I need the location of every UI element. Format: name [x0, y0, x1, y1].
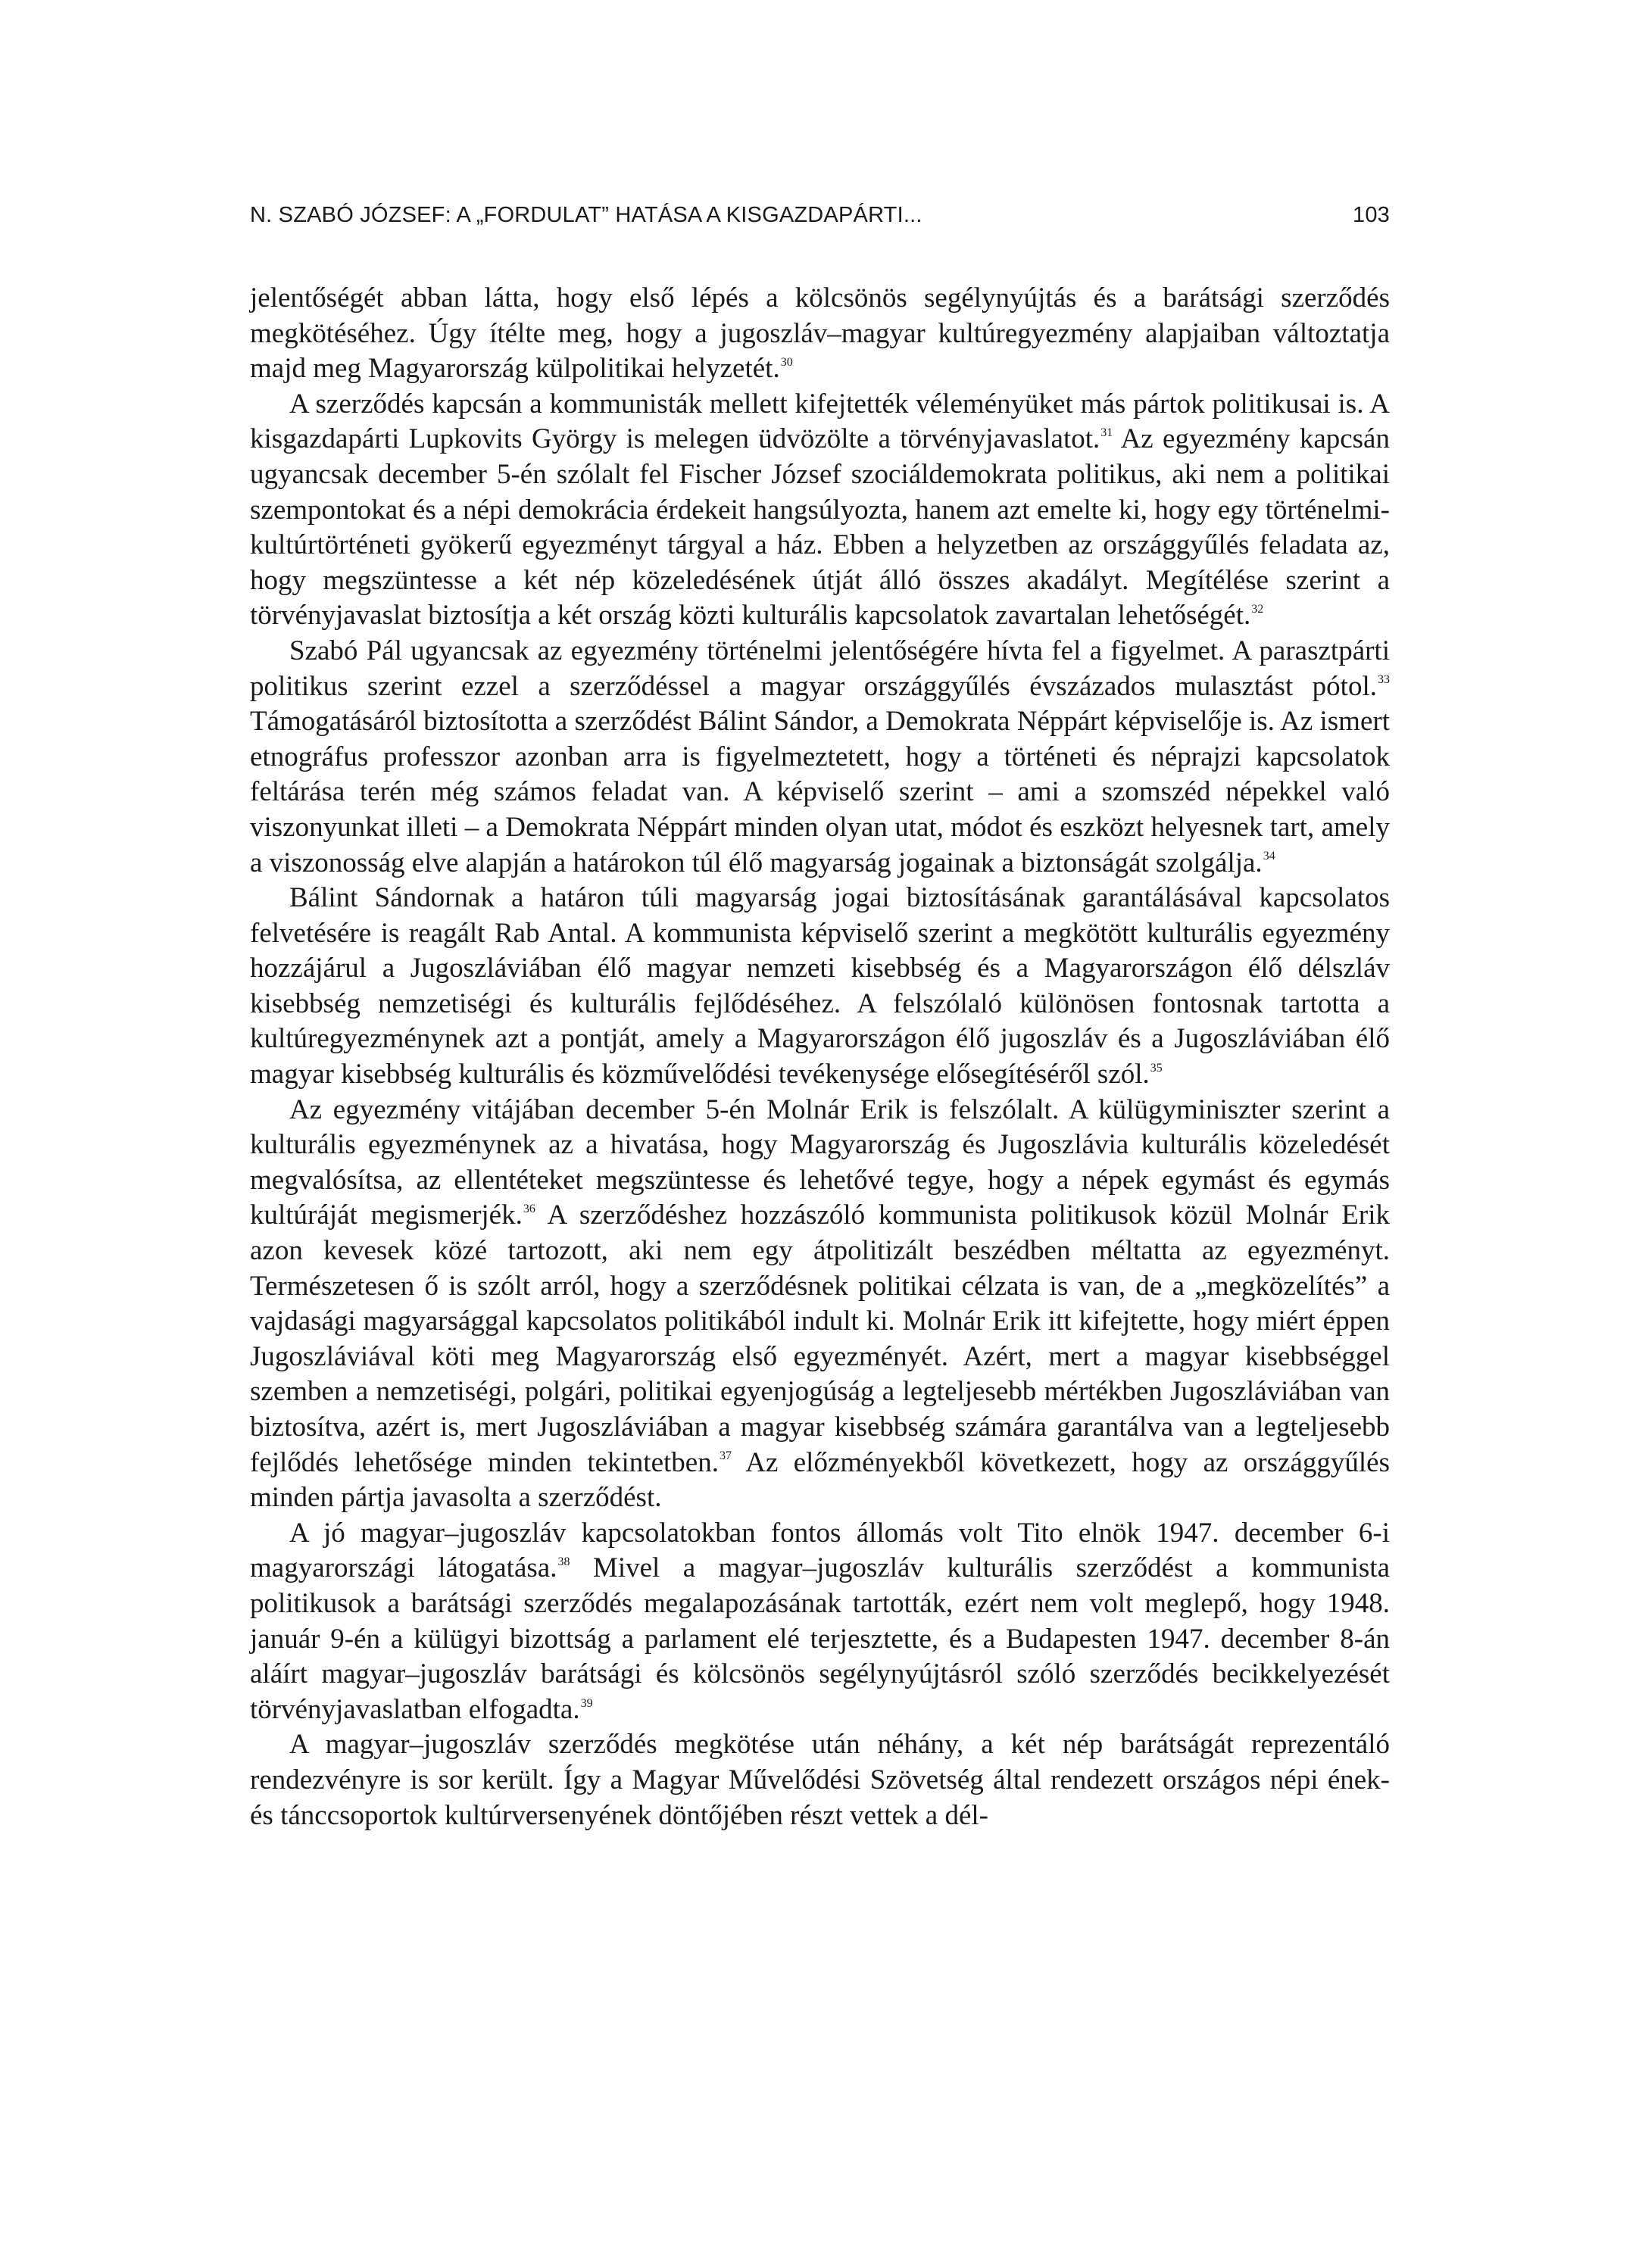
paragraph — [250, 881, 1390, 1093]
text-segment: Az egyezmény vitájában december 5-én Molnár Erik is felszólalt. A külügyminiszter szerint a kulturális egyezménynek az a hivatása, hogy Magyarország és Jugoszlávia kulturális közeledését megvalósítsa, az ellentéteket megszüntesse és lehetővé tegye, hogy a népek egymást és egymás kultúráját megismerjék. — [250, 1093, 1390, 1231]
footnote-marker: 30 — [780, 356, 793, 369]
paragraph — [250, 1093, 1390, 1516]
footnote-marker: 38 — [557, 1555, 570, 1569]
text-segment: A jó magyar–jugoszláv kapcsolatokban fontos állomás volt Tito elnök 1947. december 6-i magyarországi látogatása. — [250, 1517, 1390, 1584]
footnote-marker: 31 — [1100, 426, 1113, 440]
paragraph — [250, 1727, 1390, 1833]
text-segment: Az egyezmény kapcsán ugyancsak december 5-én szólalt fel Fischer József szociáldemokrata politikus, aki nem a politikai szempontokat és a népi demokrácia érdekeit hangsúlyozta, hanem azt emelte ki, hogy egy történelmi-kultúrtörténeti gyökerű egyezményt tárgyal a ház. Ebben a helyzetben az országgyűlés feladata az, hogy megszüntesse a két nép közeledésének útját álló összes akadályt. Megítélése szerint a törvényjavaslat biztosítja a két ország közti kulturális kapcsolatok zavartalan lehetőségét. — [250, 423, 1390, 632]
paragraph — [250, 634, 1390, 881]
book-page — [250, 203, 1390, 1833]
text-segment: Mivel a magyar–jugoszláv kulturális szerződést a kommunista politikusok a barátsági szerződés megalapozásának tartották, ezért nem volt meglepő, hogy 1948. január 9-én a külügyi bizottság a parlament elé terjesztette, és a Budapesten 1947. december 8-án aláírt magyar–jugoszláv barátsági és kölcsönös segélynyújtásról szóló szerződés becikkelyezését törvényjavaslatban elfogadta. — [250, 1552, 1391, 1725]
page-number: 103 — [1353, 203, 1390, 227]
running-title: N. SZABÓ JÓZSEF: A „FORDULAT” HATÁSA A KISGAZDAPÁRTI... — [250, 203, 922, 227]
footnote-marker: 33 — [1378, 673, 1390, 687]
text-segment: A szerződés kapcsán a kommunisták mellett kifejtették véleményüket más pártok politikusai is. A kisgazdapárti Lupkovits György is melegen üdvözölte a törvényjavaslatot. — [250, 388, 1390, 455]
paragraph — [250, 1516, 1390, 1728]
paragraph — [250, 281, 1390, 387]
text-segment: Támogatásáról biztosította a szerződést Bálint Sándor, a Demokrata Néppárt képviselője is. Az ismert etnográfus professzor azonban arra is figyelmeztetett, hogy a történeti és néprajzi kapcsolatok feltárása terén még számos feladat van. A képviselő szerint – ami a szomszéd népekkel való viszonyunkat illeti – a Demokrata Néppárt minden olyan utat, módot és eszközt helyesnek tart, amely a viszonosság elve alapján a határokon túl élő magyarság jogainak a biztonságát szolgálja. — [250, 706, 1390, 878]
footnote-marker: 39 — [580, 1696, 593, 1710]
footnote-marker: 35 — [1150, 1061, 1163, 1075]
body-text — [250, 281, 1390, 1833]
text-segment: Bálint Sándornak a határon túli magyarság jogai biztosításának garantálásával kapcsolatos felvetésére is reagált Rab Antal. A kommunista képviselő szerint a megkötött kulturális egyezmény hozzájárul a Jugoszláviában élő magyar nemzeti kisebbség és a Magyarországon élő délszláv kisebbség nemzetiségi és kulturális fejlődéséhez. A felszólaló különösen fontosnak tartotta a kultúregyezménynek azt a pontját, amely a Magyarországon élő jugoszláv és a Jugoszláviában élő magyar kisebbség kulturális és közművelődési tevékenysége elősegítéséről szól. — [250, 882, 1390, 1090]
running-header — [250, 203, 1390, 228]
text-segment: jelentőségét abban látta, hogy első lépés a kölcsönös segélynyújtás és a barátsági szerződés megkötéséhez. Úgy ítélte meg, hogy a jugoszláv–magyar kultúregyezmény alapjaiban változtatja majd meg Magyarország külpolitikai helyzetét. — [250, 282, 1390, 385]
text-segment: A magyar–jugoszláv szerződés megkötése után néhány, a két nép barátságát reprezentáló rendezvényre is sor került. Így a Magyar Művelődési Szövetség által rendezett országos népi ének- és tánccsoportok kultúrversenyének döntőjében részt vettek a dél- — [250, 1729, 1390, 1831]
text-segment: A szerződéshez hozzászóló kommunista politikusok közül Molnár Erik azon kevesek közé tartozott, aki nem egy átpolitizált beszédben méltatta az egyezményt. Természetesen ő is szólt arról, hogy a szerződésnek politikai célzata is van, de a „megközelítés” a vajdasági magyarsággal kapcsolatos politikából indult ki. Molnár Erik itt kifejtette, hogy miért éppen Jugoszláviával köti meg Magyarország első egyezményét. Azért, mert a magyar kisebbséggel szemben a nemzetiségi, polgári, politikai egyenjogúság a legteljesebb mértékben Jugoszláviában van biztosítva, azért is, mert Jugoszláviában a magyar kisebbség számára garantálva van a legteljesebb fejlődés lehetősége minden tekintetben. — [250, 1200, 1390, 1478]
paragraph — [250, 387, 1390, 634]
text-segment: Az előzményekből következett, hogy az országgyűlés minden pártja javasolta a szerződést. — [250, 1446, 1390, 1514]
footnote-marker: 36 — [523, 1203, 535, 1216]
footnote-marker: 37 — [719, 1449, 732, 1463]
footnote-marker: 32 — [1251, 603, 1264, 616]
text-segment: Szabó Pál ugyancsak az egyezmény történelmi jelentőségére hívta fel a figyelmet. A parasztpárti politikus szerint ezzel a szerződéssel a magyar országgyűlés évszázados mulasztást pótol. — [250, 635, 1390, 702]
footnote-marker: 34 — [1263, 850, 1275, 863]
